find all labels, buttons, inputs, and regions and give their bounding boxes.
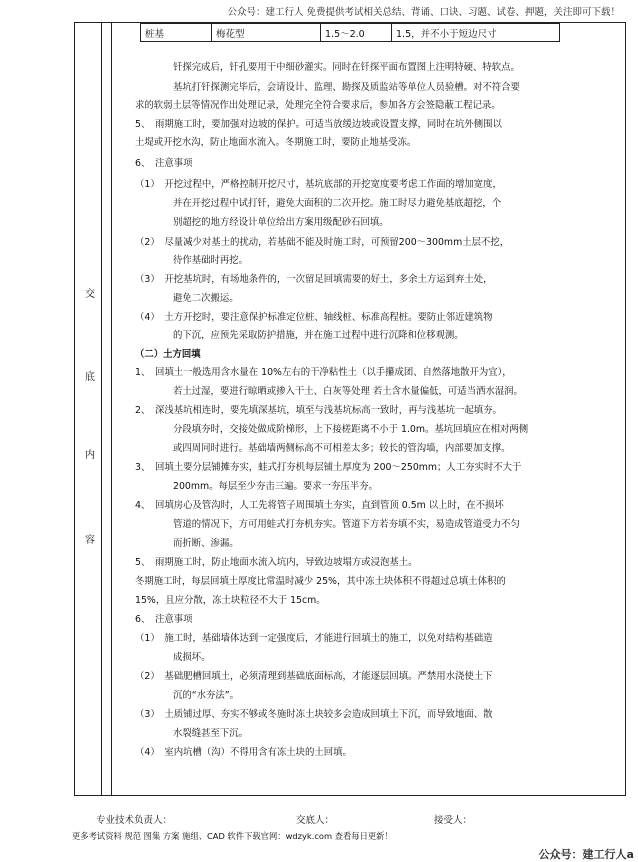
text-line: 5、 雨期施工时，防止地面水流入坑内，导致边坡塌方或浸泡基土。 xyxy=(135,557,418,568)
text-line: 若土过湿，要进行晾晒或掺入干土、白灰等处理 若土含水量偏低，可适当洒水湿润。 xyxy=(173,386,523,397)
text-line: （2） 基础肥槽回填土，必须清理到基础底面标高，才能逐层回填。严禁用水浇使土下 xyxy=(135,671,493,682)
footer-note: 更多考试资料 规范 图集 方案 施组、CAD 软件下载官网：wdzyk.com 查看每日更新！ xyxy=(72,831,393,841)
content-frame xyxy=(74,22,626,796)
submitter-label: 交底人： xyxy=(296,815,335,826)
text-line: 分段填夯时，交接处做成阶梯形，上下接槎距离不小于 1.0m。基坑回填应在相对两侧 xyxy=(173,424,529,435)
text-line: 水裂缝甚至下沉。 xyxy=(173,728,249,739)
text-line: 管道的情况下，方可用蛙式打夯机夯实。管道下方若夯填不实，易造成管道受力不匀 xyxy=(173,519,520,530)
text-line: 基坑打钎探测完毕后，会请设计、监理、勘探及质监站等单位人员验槽。对不符合要 xyxy=(173,82,520,93)
table-cell: 梅花型 xyxy=(212,24,321,42)
text-line: （3） 开挖基坑时，有场地条件的，一次留足回填需要的好土，多余土方运到弃土处， xyxy=(135,274,493,285)
text-line: 成损坏。 xyxy=(173,652,211,663)
side-label-2: 底 xyxy=(85,372,95,383)
section-title: （二）土方回填 xyxy=(135,349,201,360)
watermark: 公众号：建工行人a xyxy=(538,848,634,861)
table-cell: 1.5～2.0 xyxy=(321,24,392,42)
text-line: 冬期施工时，每层回填土厚度比常温时减少 25%，其中冻土块体积不得超过总填土体积的 xyxy=(135,576,506,587)
receiver-label: 接受人： xyxy=(434,815,473,826)
text-line: 避免二次搬运。 xyxy=(173,293,239,304)
table-cell: 1.5，并不小于短边尺寸 xyxy=(392,24,560,42)
text-line: 的下沉，应预先采取防护措施，并在施工过程中进行沉降和位移观测。 xyxy=(173,330,464,341)
text-line: （1） 开挖过程中，严格控制开挖尺寸，基坑底部的开挖宽度要考虑工作面的增加宽度， xyxy=(135,179,502,190)
text-line: 或四周同时进行。基础墙两侧标高不可相差太多；较长的管沟墙，内部要加支撑。 xyxy=(173,443,511,454)
text-line: 2、 深浅基坑相连时，要先填深基坑，填至与浅基坑标高一致时，再与浅基坑一起填夯。 xyxy=(135,405,502,416)
text-line: 而折断、渗漏。 xyxy=(173,538,239,549)
text-line: 钎探完成后，钎孔要用干中细砂灌实。同时在钎探平面布置图上注明特硬、特软点。 xyxy=(173,62,520,73)
text-line: 别超挖的地方经设计单位给出方案用级配砂石回填。 xyxy=(173,217,389,228)
text-line: 并在开挖过程中试打钎，避免大面积的二次开挖。施工时尽力避免基底超挖，个 xyxy=(173,198,502,209)
text-line: 200mm。每层至少夯击三遍。要求一夯压半夯。 xyxy=(173,481,378,492)
text-line: 求的软弱土层等情况作出处理记录，处理完全符合要求后，参加各方会签隐蔽工程记录。 xyxy=(135,100,501,111)
side-label-1: 交 xyxy=(85,289,95,300)
spacing-table xyxy=(140,23,560,42)
text-line: （3） 土质铺过厚、夯实不够或冬施时冻土块较多会造成回填土下沉，而导致地面、散 xyxy=(135,709,493,720)
side-label-3: 内 xyxy=(85,450,95,461)
table-row xyxy=(141,24,560,42)
table-cell: 桩基 xyxy=(141,24,212,42)
text-line: 6、 注意事项 xyxy=(135,158,193,169)
tech-lead-label: 专业技术负责人： xyxy=(96,815,173,826)
text-line: 4、 回填房心及管沟时，人工先将管子周围填土夯实，直到管顶 0.5m 以上时，在不损坏 xyxy=(135,500,504,511)
text-line: （1） 施工时，基础墙体达到一定强度后，才能进行回填土的施工，以免对结构基础造 xyxy=(135,633,493,644)
side-label-4: 容 xyxy=(85,535,95,546)
divider-right xyxy=(111,23,112,795)
text-line: （4） 土方开挖时，要注意保护标准定位桩、轴线桩、标准高程桩。要防止邻近建筑物 xyxy=(135,312,493,323)
divider-left xyxy=(101,23,102,795)
text-line: 待作基础时再挖。 xyxy=(173,255,249,266)
text-line: 6、 注意事项 xyxy=(135,614,193,625)
text-line: 15%，且应分散，冻土块粒径不大于 15cm。 xyxy=(135,595,326,606)
text-line: （4） 室内坑槽（沟）不得用含有冻土块的土回填。 xyxy=(135,747,352,758)
header-note: 公众号：建工行人 免费提供考试相关总结、背诵、口诀、习题、试卷、押题，关注即可下载！ xyxy=(227,7,620,18)
text-line: 3、 回填土要分层铺摊夯实，蛙式打夯机每层铺土厚度为 200～250mm；人工夯实时不大于 xyxy=(135,462,522,473)
text-line: 5、 雨期施工时，要加强对边坡的保护。可适当放缓边坡或设置支撑，同时在坑外侧围以 xyxy=(135,119,502,130)
text-line: 土堤或开挖水沟，防止地面水流入。冬期施工时，要防止地基受冻。 xyxy=(135,137,417,148)
text-line: 沉的“水夯法”。 xyxy=(173,690,239,701)
text-line: （2） 尽量减少对基土的扰动，若基础不能及时施工时，可预留200～300mm土层不挖， xyxy=(135,237,510,248)
text-line: 1、 回填土一般选用含水量在 10%左右的干净粘性土（以手攥成团、自然落地散开为宜）， xyxy=(135,367,512,378)
